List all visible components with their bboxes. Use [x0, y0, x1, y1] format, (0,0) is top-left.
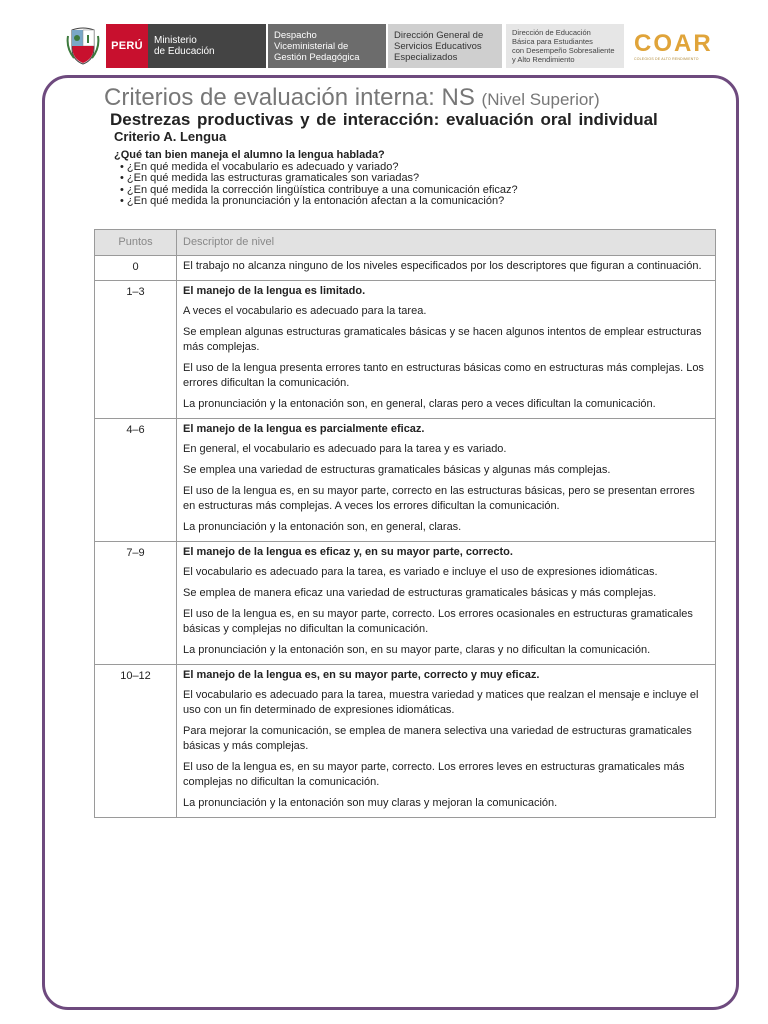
descriptor-line: A veces el vocabulario es adecuado para la tarea.	[183, 305, 427, 317]
criterion-heading: Criterio A. Lengua	[114, 129, 227, 144]
points-cell: 1–3	[95, 281, 177, 419]
page-title-main: Criterios de evaluación interna: NS	[104, 84, 475, 111]
direccion-general-line: Dirección General de	[394, 29, 484, 41]
descriptor-column-header: Descriptor de nivel	[177, 230, 716, 256]
guiding-questions	[114, 150, 518, 208]
descriptor-line: Se emplea una variedad de estructuras gramaticales básicas y algunas más complejas.	[183, 464, 611, 476]
descriptor-line: En general, el vocabulario es adecuado para la tarea y es variado.	[183, 443, 507, 455]
descriptor-cell	[177, 419, 716, 542]
page-subtitle: Destrezas productivas y de interacción: evaluación oral individual	[110, 110, 658, 129]
descriptor-cell	[177, 665, 716, 818]
despacho-label	[268, 24, 386, 68]
coar-logo-text: COAR	[634, 29, 713, 57]
descriptor-line: La pronunciación y la entonación son, en su mayor parte, claras y no dificultan la comunicación.	[183, 644, 651, 656]
descriptor-line: La pronunciación y la entonación son, en general, claras pero a veces dificultan la comunicación.	[183, 398, 656, 410]
descriptor-line: El trabajo no alcanza ninguno de los niveles especificados por los descriptores que figuran a continuación.	[183, 260, 702, 272]
ministerio-label	[148, 24, 266, 68]
despacho-line: Despacho	[274, 29, 317, 41]
descriptor-line: El vocabulario es adecuado para la tarea, es variado e incluye el uso de expresiones idiomáticas.	[183, 566, 658, 578]
table-header-row	[95, 230, 716, 256]
header-bar	[66, 22, 736, 70]
descriptor-line: La pronunciación y la entonación son, en general, claras.	[183, 521, 462, 533]
question-item: • ¿En qué medida la corrección lingüística contribuye a una comunicación eficaz?	[120, 185, 518, 197]
descriptor-line: El uso de la lengua es, en su mayor parte, correcto. Los errores leves en estructuras gramaticales más complejas no dificultan la comunicación.	[183, 761, 685, 788]
descriptor-line: Se emplean algunas estructuras gramaticales básicas y se hacen algunos intentos de emplear estructuras más complejas.	[183, 326, 702, 353]
descriptor-line: El uso de la lengua es, en su mayor parte, correcto en las estructuras básicas, pero se presentan errores en estructuras más complejas. A veces los errores dificultan la comunicación.	[183, 485, 695, 512]
points-column-header: Puntos	[95, 230, 177, 256]
table-row	[95, 281, 716, 419]
descriptor-heading: El manejo de la lengua es eficaz y, en su mayor parte, correcto.	[183, 546, 513, 558]
direccion-ebe-line: con Desempeño Sobresaliente	[512, 46, 615, 55]
points-cell: 4–6	[95, 419, 177, 542]
despacho-line: Gestión Pedagógica	[274, 51, 360, 63]
table-row	[95, 419, 716, 542]
descriptor-line: El uso de la lengua es, en su mayor parte, correcto. Los errores ocasionales en estructuras gramaticales básicas y complejas no dificultan la comunicación.	[183, 608, 693, 635]
page-title	[104, 84, 600, 112]
points-cell: 7–9	[95, 542, 177, 665]
table-row	[95, 542, 716, 665]
direccion-ebe-line: Básica para Estudiantes	[512, 37, 593, 46]
direccion-ebe-line: y Alto Rendimiento	[512, 55, 575, 64]
descriptor-line: La pronunciación y la entonación son muy claras y mejoran la comunicación.	[183, 797, 558, 809]
coar-logo	[634, 24, 734, 68]
descriptor-line: Se emplea de manera eficaz una variedad de estructuras gramaticales básicas y más complejas.	[183, 587, 657, 599]
descriptor-line: El uso de la lengua presenta errores tanto en estructuras básicas como en estructuras más complejas. Los errores dificultan la comunicación.	[183, 362, 704, 389]
peru-coat-of-arms-icon	[66, 26, 100, 66]
descriptor-cell	[177, 281, 716, 419]
peru-label: PERÚ	[106, 24, 148, 68]
direccion-ebe-label	[506, 24, 624, 68]
question-list	[114, 162, 518, 208]
ministerio-line: de Educación	[154, 46, 215, 57]
descriptor-cell	[177, 256, 716, 281]
coar-logo-subtitle: COLEGIOS DE ALTO RENDIMIENTO	[634, 56, 699, 61]
direccion-ebe-line: Dirección de Educación	[512, 28, 591, 37]
descriptor-heading: El manejo de la lengua es parcialmente eficaz.	[183, 423, 425, 435]
descriptor-line: El vocabulario es adecuado para la tarea, muestra variedad y matices que realzan el mensaje e incluye el uso con un fin determinado de expresiones idiomáticas.	[183, 689, 699, 716]
question-item: • ¿En qué medida el vocabulario es adecuado y variado?	[120, 162, 518, 174]
direccion-general-line: Especializados	[394, 51, 458, 63]
question-item: • ¿En qué medida la pronunciación y la entonación afectan a la comunicación?	[120, 196, 518, 208]
descriptor-line: Para mejorar la comunicación, se emplea de manera selectiva una variedad de estructuras gramaticales básicas y más complejas.	[183, 725, 692, 752]
page-title-sub: (Nivel Superior)	[481, 90, 600, 109]
direccion-general-line: Servicios Educativos	[394, 40, 482, 52]
despacho-line: Viceministerial de	[274, 40, 349, 52]
table-row	[95, 256, 716, 281]
direccion-general-label	[388, 24, 502, 68]
descriptor-heading: El manejo de la lengua es limitado.	[183, 285, 366, 297]
ministerio-line: Ministerio	[154, 35, 197, 46]
question-item: • ¿En qué medida las estructuras gramaticales son variadas?	[120, 173, 518, 185]
rubric-table	[94, 229, 716, 818]
descriptor-heading: El manejo de la lengua es, en su mayor parte, correcto y muy eficaz.	[183, 669, 540, 681]
descriptor-cell	[177, 542, 716, 665]
points-cell: 0	[95, 256, 177, 281]
table-row	[95, 665, 716, 818]
points-cell: 10–12	[95, 665, 177, 818]
main-question: ¿Qué tan bien maneja el alumno la lengua hablada?	[114, 149, 385, 161]
